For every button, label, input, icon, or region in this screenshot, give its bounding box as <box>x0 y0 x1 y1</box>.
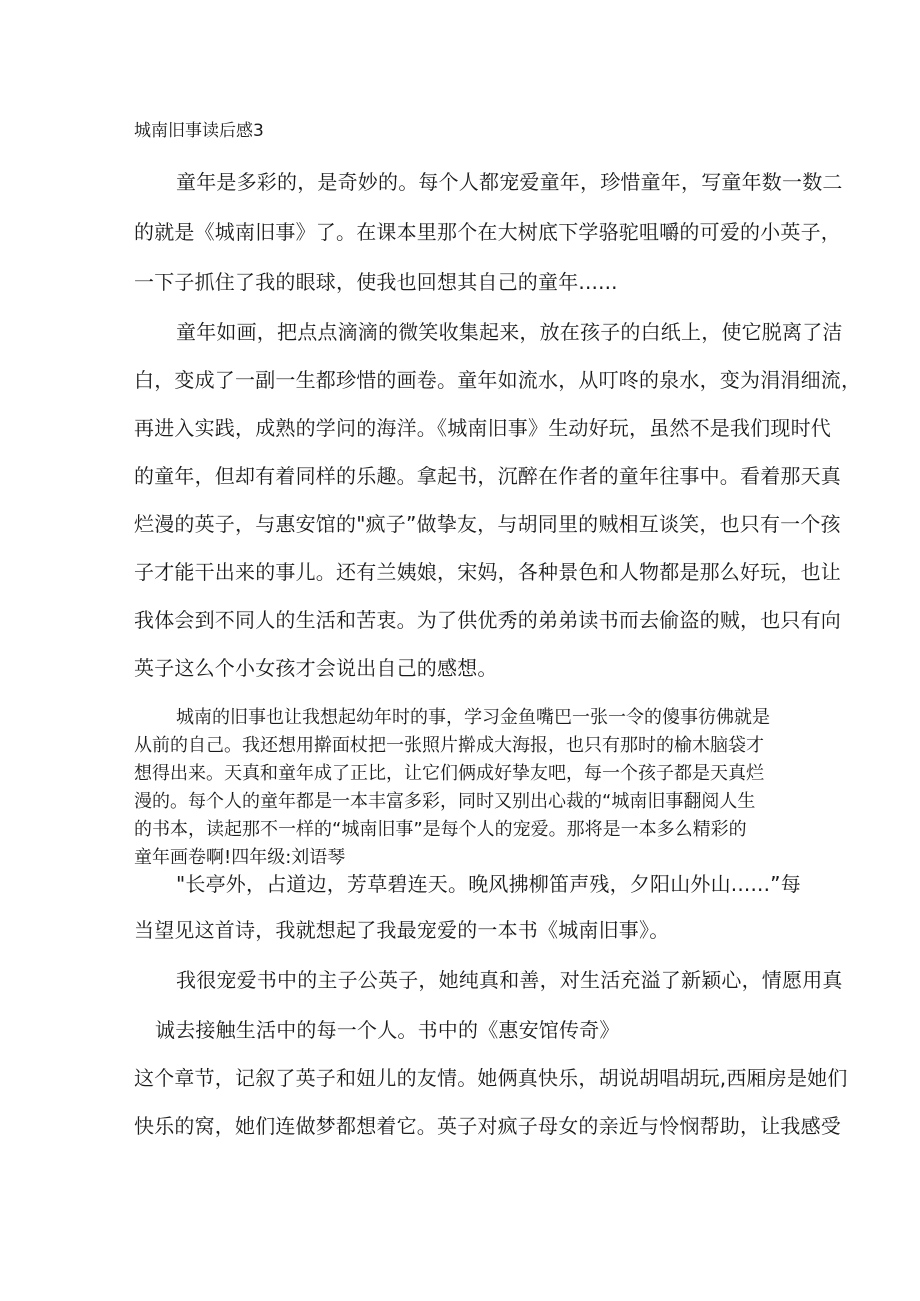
document-title: 城南旧事读后感3 <box>134 121 264 141</box>
paragraph-5-line-3: 这个章节，记叙了英子和妞儿的友情。她俩真快乐，胡说胡唱胡玩,西厢房是她们 <box>134 1066 848 1090</box>
paragraph-4-line-1: "长亭外，占道边，芳草碧连天。晚风拂柳笛声残，夕阳山外山......”每 <box>176 872 801 896</box>
paragraph-1-line-1: 童年是多彩的，是奇妙的。每个人都宠爱童年，珍惜童年，写童年数一数二 <box>176 170 843 194</box>
paragraph-3-line-3: 想得出来。天真和童年成了正比，让它们俩成好挚友吧，每一个孩子都是天真烂 <box>134 763 764 784</box>
paragraph-3-line-5: 的书本，读起那不一样的“城南旧事”是每个人的宠爱。那将是一本多么精彩的 <box>134 819 747 840</box>
paragraph-3-line-2: 从前的自己。我还想用擀面杖把一张照片擀成大海报，也只有那时的榆木脑袋才 <box>134 735 764 756</box>
paragraph-2-line-2: 白，变成了一副一生都珍惜的画卷。童年如流水，从叮咚的泉水，变为涓涓细流， <box>134 368 862 392</box>
paragraph-2-line-8: 英子这么个小女孩才会说出自己的感想。 <box>134 656 498 680</box>
paragraph-3-line-6: 童年画卷啊!四年级:刘语琴 <box>134 847 346 868</box>
paragraph-2-line-6: 子才能干出来的事儿。还有兰姨娘，宋妈，各种景色和人物都是那么好玩，也让 <box>134 560 841 584</box>
paragraph-5-line-2: 诚去接触生活中的每一个人。书中的《惠安馆传奇》 <box>155 1018 620 1042</box>
paragraph-5-line-4: 快乐的窝，她们连做梦都想着它。英子对疯子母女的亲近与怜悯帮助，让我感受 <box>134 1114 841 1138</box>
paragraph-2-line-4: 的童年，但却有着同样的乐趣。拿起书，沉醉在作者的童年往事中。看着那天真 <box>134 464 841 488</box>
paragraph-5-line-1: 我很宠爱书中的主子公英子，她纯真和善，对生活充溢了新颖心，情愿用真 <box>176 968 843 992</box>
paragraph-3-line-1: 城南的旧事也让我想起幼年时的事，学习金鱼嘴巴一张一令的傻事彷佛就是 <box>176 707 770 728</box>
paragraph-2-line-7: 我体会到不同人的生活和苦衷。为了供优秀的弟弟读书而去偷盗的贼，也只有向 <box>134 608 841 632</box>
paragraph-1-line-2: 的就是《城南旧事》了。在课本里那个在大树底下学骆驼咀嚼的可爱的小英子， <box>134 220 841 244</box>
paragraph-2-line-1: 童年如画，把点点滴滴的微笑收集起来，放在孩子的白纸上，使它脱离了洁 <box>176 320 843 344</box>
paragraph-2-line-3: 再进入实践，成熟的学问的海洋。《城南旧事》生动好玩，虽然不是我们现时代 <box>134 416 831 440</box>
paragraph-2-line-5: 烂漫的英子，与惠安馆的"疯子”做挚友，与胡同里的贼相互谈笑，也只有一个孩 <box>134 512 841 536</box>
paragraph-3-line-4: 漫的。每个人的童年都是一本丰富多彩，同时又别出心裁的“城南旧事翻阅人生 <box>134 791 756 812</box>
paragraph-4-line-2: 当望见这首诗，我就想起了我最宠爱的一本书《城南旧事》。 <box>134 918 670 942</box>
paragraph-1-line-3: 一下子抓住了我的眼球，使我也回想其自己的童年...... <box>134 270 618 294</box>
